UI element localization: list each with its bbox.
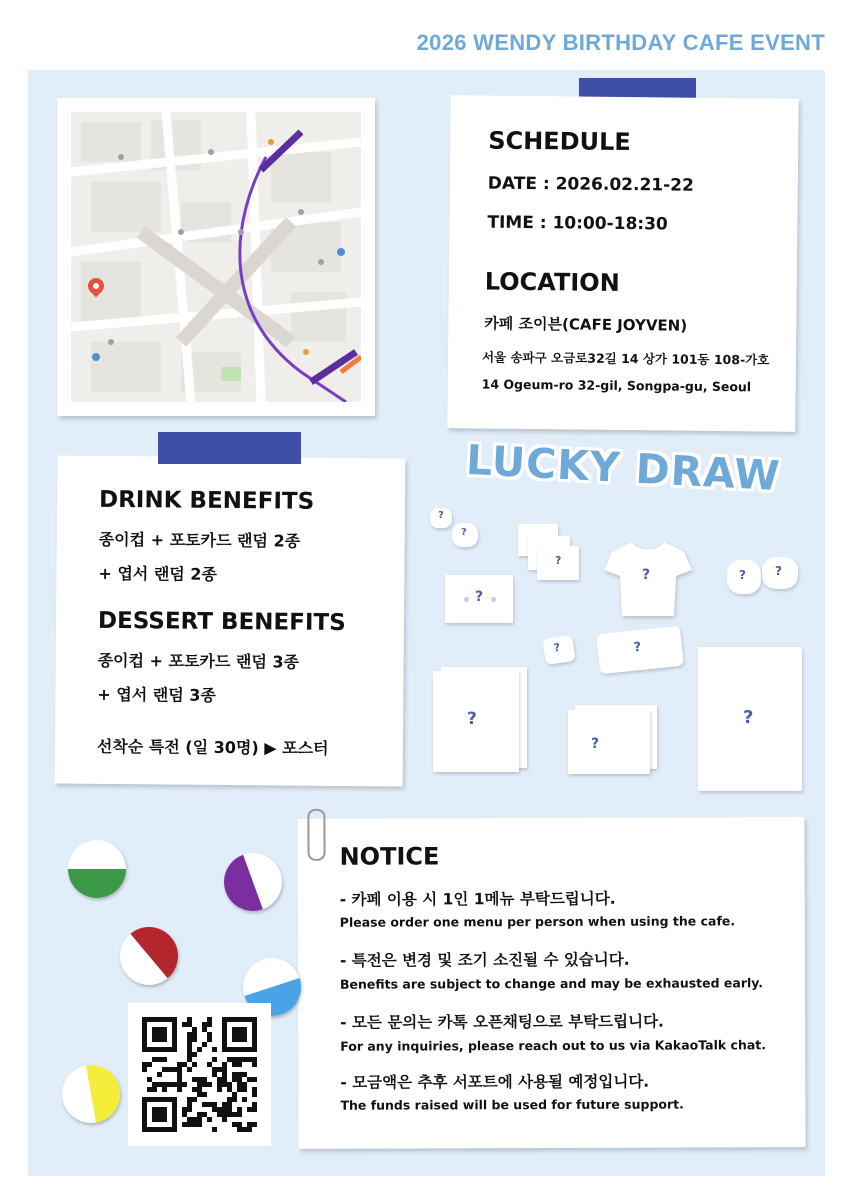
event-date: DATE : 2026.02.21-22 [487,173,694,196]
mystery-item: ? [452,523,478,547]
notice-item-en: The funds raised will be used for future support. [340,1096,684,1113]
benefits-card [55,455,406,786]
red-dot-decoration [120,927,178,985]
notice-item-ko: - 모금액은 추후 서포트에 사용될 예정입니다. [340,1072,650,1092]
address-english: 14 Ogeum-ro 32-gil, Songpa-gu, Seoul [481,376,752,395]
paperclip-icon [307,809,325,861]
dessert-benefits-line: + 엽서 랜덤 3종 [97,684,216,705]
notice-item-en: Benefits are subject to change and may be exhausted early. [339,975,764,992]
dessert-benefits-line: 종이컵 + 포토카드 랜덤 3종 [97,650,300,672]
map-card[interactable] [57,98,375,416]
cafe-name: 카페 조이븐(CAFE JOYVEN) [484,314,688,335]
header-title: 2026 WENDY BIRTHDAY CAFE EVENT [416,30,825,55]
mystery-item: ? [542,635,575,665]
mystery-tshirt: ? [604,540,692,618]
first-come-benefit: 선착순 특전 (일 30명) ▶ 포스터 [96,736,329,758]
tape-decoration [158,432,301,464]
notice-heading: NOTICE [339,842,440,871]
address-korean: 서울 송파구 오금로32길 14 상가 101동 108-가호 [481,349,770,368]
green-dot-decoration [68,840,126,898]
mystery-item: ? [537,546,579,580]
mystery-item: ? [698,647,802,791]
mystery-item: ? [596,626,684,675]
event-time: TIME : 10:00-18:30 [487,212,668,235]
mystery-item: ? [445,575,513,623]
schedule-card [447,95,798,432]
dessert-benefits-heading: DESSERT BENEFITS [97,607,346,637]
notice-item-ko: - 특전은 변경 및 조기 소진될 수 있습니다. [339,950,630,970]
notice-item-en: For any inquiries, please reach out to us via KakaoTalk chat. [340,1037,767,1054]
qr-code[interactable] [128,1003,271,1146]
location-heading: LOCATION [484,267,620,297]
notice-item-en: Please order one menu per person when using the cafe. [339,913,736,930]
mystery-keyring: ? [727,560,761,594]
drink-benefits-heading: DRINK BENEFITS [98,486,315,515]
mystery-item: ? [568,710,650,774]
purple-dot-decoration [224,853,282,911]
mystery-item: ? [430,508,452,528]
drink-benefits-line: 종이컵 + 포토카드 랜덤 2종 [98,529,301,551]
notice-item-ko: - 카페 이용 시 1인 1메뉴 부탁드립니다. [339,889,616,909]
location-map[interactable] [71,112,361,402]
notice-card [297,817,805,1149]
lucky-draw-title: LUCKY DRAW [464,435,782,501]
mystery-keyring: ? [762,557,798,589]
yellow-dot-decoration [62,1065,120,1123]
notice-item-ko: - 모든 문의는 카톡 오픈채팅으로 부탁드립니다. [340,1012,664,1032]
schedule-heading: SCHEDULE [488,126,631,157]
drink-benefits-line: + 엽서 랜덤 2종 [98,563,218,584]
mystery-item: ? [433,671,519,772]
